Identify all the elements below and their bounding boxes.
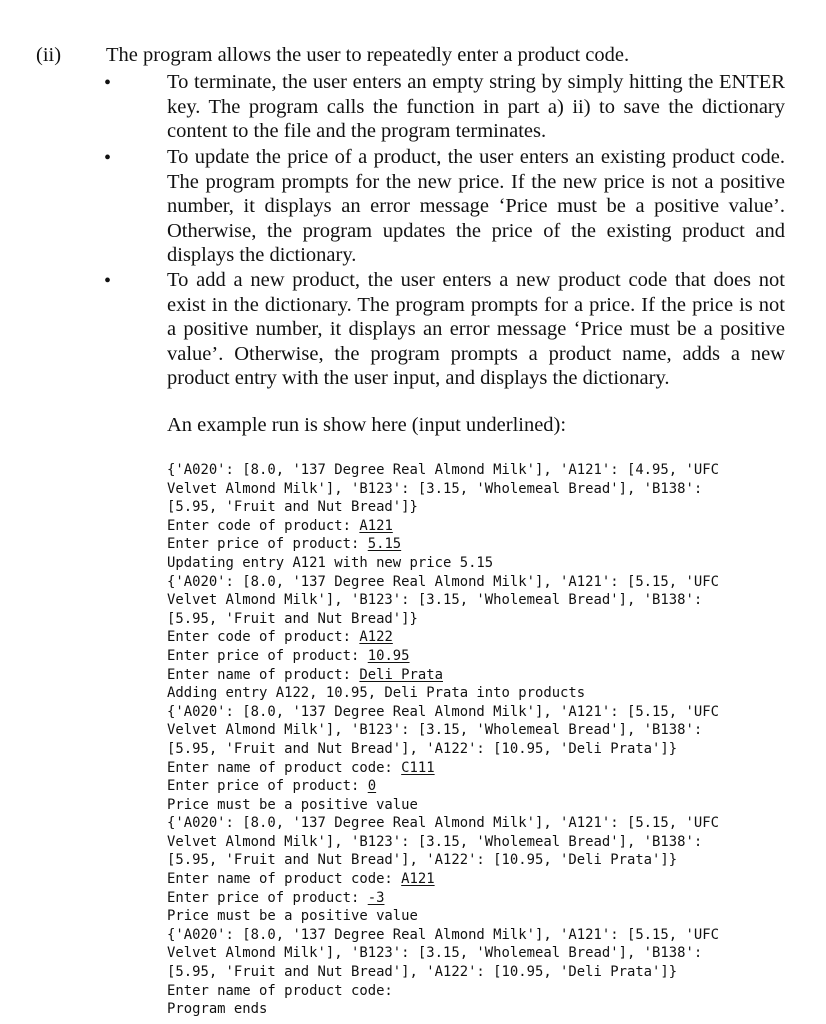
- console-line: [167, 796, 719, 815]
- console-line: [167, 628, 719, 647]
- console-text: Enter price of product:: [167, 536, 368, 553]
- console-line: [167, 944, 719, 963]
- console-line: [167, 777, 719, 796]
- console-text: Velvet Almond Milk'], 'B123': [3.15, 'Wholemeal Bread'], 'B138':: [167, 480, 703, 497]
- user-input: -3: [367, 889, 385, 906]
- user-input: C111: [401, 759, 435, 776]
- console-line: [167, 461, 719, 480]
- console-text: Price must be a positive value: [167, 796, 418, 813]
- console-line: [167, 554, 719, 573]
- console-line: [167, 666, 719, 685]
- bullet-add-product: To add a new product, the user enters a new product code that does not exist in the dictionary. The program prompts for a price. If the price is not a positive number, it displays an error message ‘Price must be a positive value’. Otherwise, the program prompts a product name, adds a new product entry with the user input, and displays the dictionary.: [167, 269, 785, 389]
- question-number: (ii): [36, 44, 62, 66]
- console-text: Enter name of product code:: [167, 982, 393, 999]
- console-text: Adding entry A122, 10.95, Deli Prata into products: [167, 685, 586, 702]
- console-text: Velvet Almond Milk'], 'B123': [3.15, 'Wholemeal Bread'], 'B138':: [167, 592, 703, 609]
- user-input: A121: [401, 871, 435, 888]
- console-text: Enter name of product code:: [167, 759, 402, 776]
- user-input: A122: [359, 629, 393, 646]
- console-text: Enter name of product:: [167, 666, 360, 683]
- console-line: [167, 610, 719, 629]
- console-text: Velvet Almond Milk'], 'B123': [3.15, 'Wholemeal Bread'], 'B138':: [167, 722, 703, 739]
- console-line: [167, 480, 719, 499]
- console-text: Enter name of product code:: [167, 871, 402, 888]
- console-line: [167, 870, 719, 889]
- console-line: [167, 889, 719, 908]
- bullet-dot-icon: •: [104, 72, 112, 94]
- console-text: Program ends: [167, 1001, 268, 1018]
- console-line: [167, 535, 719, 554]
- user-input: 10.95: [367, 647, 410, 664]
- console-line: [167, 963, 719, 982]
- console-output: [167, 461, 719, 1019]
- console-line: [167, 759, 719, 778]
- console-text: {'A020': [8.0, '137 Degree Real Almond Milk'], 'A121': [5.15, 'UFC: [167, 815, 719, 832]
- console-line: [167, 498, 719, 517]
- console-text: Price must be a positive value: [167, 908, 418, 925]
- bullet-dot-icon: •: [104, 270, 112, 292]
- console-line: [167, 907, 719, 926]
- console-text: {'A020': [8.0, '137 Degree Real Almond Milk'], 'A121': [4.95, 'UFC: [167, 462, 719, 478]
- console-line: [167, 1000, 719, 1019]
- console-line: [167, 647, 719, 666]
- user-input: 0: [367, 778, 377, 795]
- user-input: Deli Prata: [359, 666, 443, 683]
- user-input: A121: [359, 517, 393, 534]
- console-line: [167, 703, 719, 722]
- console-line: [167, 517, 719, 536]
- console-text: {'A020': [8.0, '137 Degree Real Almond Milk'], 'A121': [5.15, 'UFC: [167, 926, 719, 943]
- console-text: Velvet Almond Milk'], 'B123': [3.15, 'Wholemeal Bread'], 'B138':: [167, 945, 703, 962]
- console-text: Enter code of product:: [167, 629, 360, 646]
- console-line: [167, 814, 719, 833]
- console-text: Enter price of product:: [167, 647, 368, 664]
- console-text: Enter price of product:: [167, 889, 368, 906]
- console-line: [167, 573, 719, 592]
- console-text: Velvet Almond Milk'], 'B123': [3.15, 'Wholemeal Bread'], 'B138':: [167, 833, 703, 850]
- console-line: [167, 833, 719, 852]
- bullet-update-price: To update the price of a product, the user enters an existing product code. The program prompts for the new price. If the new price is not a positive number, it displays an error message ‘Price must be a positive value’. Otherwise, the program updates the price of the existing product and displays the dictionary.: [167, 146, 785, 266]
- console-text: {'A020': [8.0, '137 Degree Real Almond Milk'], 'A121': [5.15, 'UFC: [167, 573, 719, 590]
- console-text: [5.95, 'Fruit and Nut Bread'], 'A122': [10.95, 'Deli Prata']}: [167, 740, 678, 757]
- console-line: [167, 591, 719, 610]
- user-input: 5.15: [367, 536, 402, 553]
- bullet-dot-icon: •: [104, 147, 112, 169]
- console-line: [167, 684, 719, 703]
- console-text: [5.95, 'Fruit and Nut Bread']}: [167, 499, 418, 516]
- console-text: {'A020': [8.0, '137 Degree Real Almond Milk'], 'A121': [5.15, 'UFC: [167, 703, 719, 720]
- bullet-terminate: To terminate, the user enters an empty string by simply hitting the ENTER key. The program calls the function in part a) ii) to save the dictionary content to the file and the program terminates.: [167, 71, 785, 142]
- console-text: Enter code of product:: [167, 517, 360, 534]
- console-text: Enter price of product:: [167, 778, 368, 795]
- console-text: [5.95, 'Fruit and Nut Bread'], 'A122': [10.95, 'Deli Prata']}: [167, 852, 678, 869]
- console-text: [5.95, 'Fruit and Nut Bread']}: [167, 610, 418, 627]
- console-text: Updating entry A121 with new price 5.15: [167, 554, 494, 571]
- console-line: [167, 926, 719, 945]
- console-line: [167, 721, 719, 740]
- console-text: [5.95, 'Fruit and Nut Bread'], 'A122': [10.95, 'Deli Prata']}: [167, 964, 678, 981]
- example-run-caption: An example run is show here (input underlined):: [167, 414, 567, 436]
- console-line: [167, 740, 719, 759]
- console-line: [167, 982, 719, 1001]
- console-line: [167, 851, 719, 870]
- question-intro: The program allows the user to repeatedly enter a product code.: [106, 44, 630, 66]
